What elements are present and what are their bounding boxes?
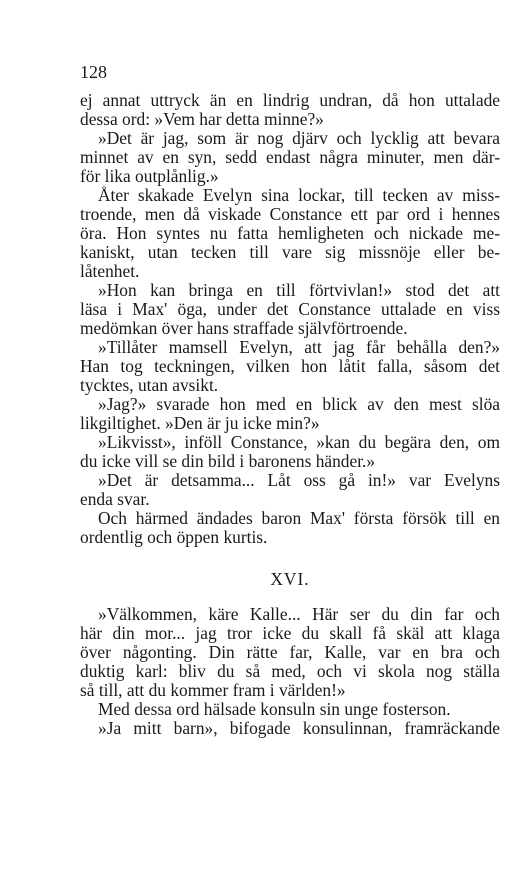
text-line: låtenhet.	[80, 261, 140, 281]
text-line: här din mor... jag tror icke du skall få skäl att klaga	[80, 623, 500, 643]
text-line: läsa i Max' öga, under det Constance uttalade en viss	[80, 299, 500, 319]
text-line: dessa ord: »Vem har detta minne?»	[80, 109, 324, 129]
page-number: 128	[80, 62, 107, 82]
text-line: likgiltighet. »Den är ju icke min?»	[80, 413, 320, 433]
text-line: »Hon kan bringa en till förtvivlan!» stod det att	[98, 280, 500, 300]
text-line: Och härmed ändades baron Max' första försök till en	[98, 508, 500, 528]
text-line: du icke vill se din bild i baronens händer.»	[80, 451, 376, 471]
text-line: Med dessa ord hälsade konsuln sin unge fosterson.	[98, 699, 451, 719]
text-line: »Likvisst», inföll Constance, »kan du begära den, om	[98, 432, 500, 452]
text-line: medömkan över hans straffade självförtroende.	[80, 318, 408, 338]
text-line: öra. Hon syntes nu fatta hemligheten och nickade me-	[80, 223, 500, 243]
text-line: »Det är detsamma... Låt oss gå in!» var Evelyns	[98, 470, 500, 490]
text-line: troende, men då viskade Constance ett par ord i hennes	[80, 204, 500, 224]
text-line: Han tog teckningen, vilken hon låtit falla, såsom det	[80, 356, 500, 376]
text-line: över någonting. Din rätte far, Kalle, var en bra och	[80, 642, 500, 662]
text-line: tycktes, utan avsikt.	[80, 375, 219, 395]
text-line: duktig karl: bliv du så med, och vi skola nog ställa	[80, 661, 500, 681]
text-line: ej annat uttryck än en lindrig undran, då hon uttalade	[80, 90, 500, 110]
text-line: »Ja mitt barn», bifogade konsulinnan, framräckande	[98, 718, 500, 738]
chapter-heading: XVI.	[270, 569, 310, 589]
text-line: ordentlig och öppen kurtis.	[80, 527, 268, 547]
text-line: för lika outplånlig.»	[80, 166, 219, 186]
text-line: »Välkommen, käre Kalle... Här ser du din far och	[98, 604, 500, 624]
text-line: enda svar.	[80, 489, 150, 509]
text-line: »Tillåter mamsell Evelyn, att jag får behålla den?»	[98, 337, 500, 357]
text-line: så till, att du kommer fram i världen!»	[80, 680, 346, 700]
text-line: kaniskt, utan tecken till vare sig missnöje eller be-	[80, 242, 500, 262]
text-line: »Jag?» svarade hon med en blick av den mest slöa	[98, 394, 500, 414]
text-line: »Det är jag, som är nog djärv och lycklig att bevara	[98, 128, 500, 148]
text-line: Åter skakade Evelyn sina lockar, till tecken av miss-	[98, 185, 500, 205]
text-line: minnet av en syn, sedd endast några minuter, men där-	[80, 147, 500, 167]
